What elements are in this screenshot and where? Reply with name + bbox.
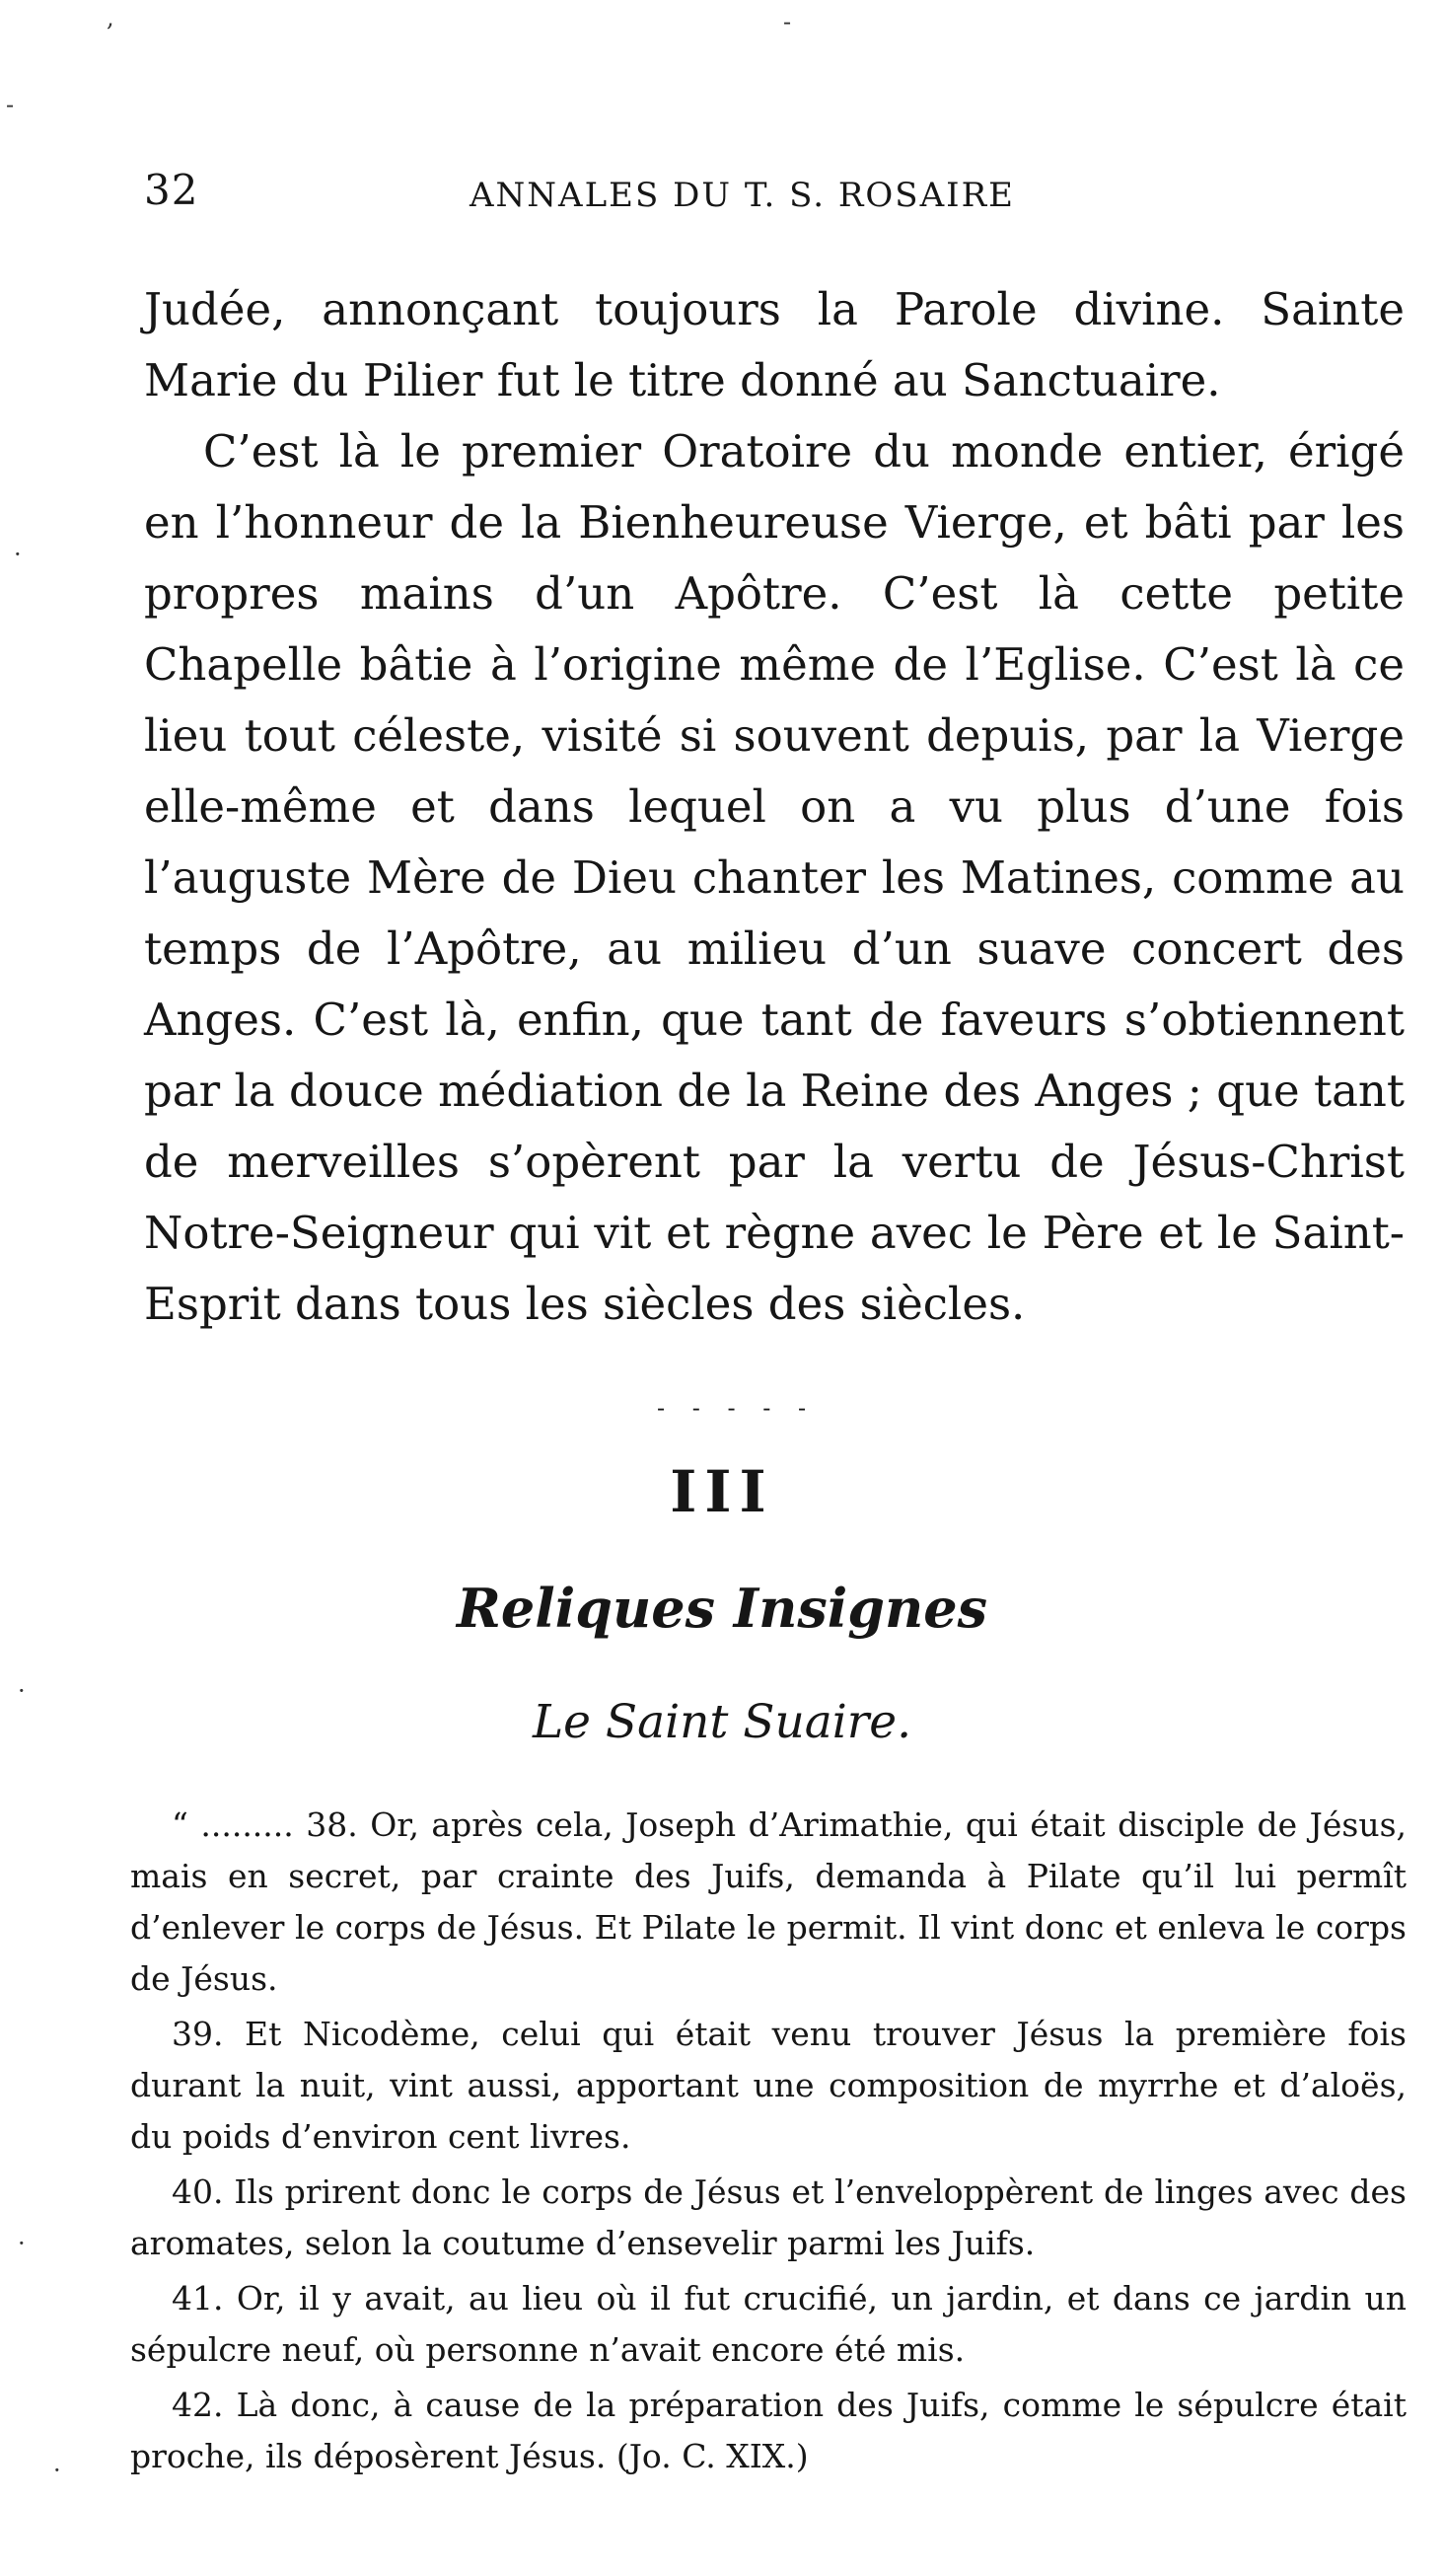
- paragraph: C’est là le premier Oratoire du monde entier, érigé en l’honneur de la Bienheureuse Vierge, et bâti par les propres mains d’un Apôtre. C’est là cette petite Chapelle bâtie à l’origine même de l’Eglise. C’est là ce lieu tout céleste, visité si souvent depuis, par la Vierge elle-même et dans lequel on a vu plus d’une fois l’auguste Mère de Dieu chanter les Matines, comme au temps de l’Apôtre, au milieu d’un suave concert des Anges. C’est là, enfin, que tant de faveurs s’obtiennent par la douce médiation de la Reine des Anges ; que tant de merveilles s’opèrent par la vertu de Jésus-Christ Notre-Seigneur qui vit et règne avec le Père et le Saint-Esprit dans tous les siècles des siècles.: [144, 425, 1405, 1330]
- running-head: ANNALES DU T. S. ROSAIRE: [469, 176, 1015, 215]
- page-number: 32: [144, 166, 199, 214]
- quote-verse: “ ......... 38. Or, après cela, Joseph d’Arimathie, qui était disciple de Jésus, mais en secret, par crainte des Juifs, demanda à Pilate qu’il lui permît d’enlever le corps de Jésus. Et Pilate le permit. Il vint donc et enleva le corps de Jésus.: [130, 1805, 1407, 1998]
- margin-mark: ·: [18, 2230, 26, 2257]
- main-text: [144, 274, 1405, 1340]
- paragraph: Judée, annonçant toujours la Parole divine. Sainte Marie du Pilier fut le titre donné au Sanctuaire.: [144, 283, 1405, 406]
- section-title: Reliques Insignes: [456, 1577, 988, 1640]
- section-subtitle: Le Saint Suaire.: [532, 1695, 912, 1749]
- scripture-quote: [130, 1800, 1407, 2486]
- quote-verse: 42. Là donc, à cause de la préparation des Juifs, comme le sépulcre était proche, ils déposèrent Jésus. (Jo. C. XIX.): [130, 2386, 1407, 2475]
- margin-mark: -: [6, 91, 15, 118]
- section-number: III: [670, 1458, 774, 1525]
- quote-verse: 41. Or, il y avait, au lieu où il fut crucifié, un jardin, et dans ce jardin un sépulcre neuf, où personne n’avait encore été mis.: [130, 2279, 1407, 2369]
- quote-verse: 40. Ils prirent donc le corps de Jésus et l’enveloppèrent de linges avec des aromates, selon la coutume d’ensevelir parmi les Juifs.: [130, 2172, 1407, 2262]
- page-header: [144, 156, 1407, 225]
- margin-mark: ·: [53, 2457, 61, 2484]
- margin-mark: -: [783, 8, 792, 36]
- margin-mark: ·: [14, 541, 22, 568]
- section-divider-ornament: - - - - -: [657, 1394, 817, 1422]
- margin-mark: ,: [107, 4, 114, 32]
- quote-verse: 39. Et Nicodème, celui qui était venu trouver Jésus la première fois durant la nuit, vint aussi, apportant une composition de myrrhe et d’aloës, du poids d’environ cent livres.: [130, 2015, 1407, 2156]
- margin-mark: ·: [18, 1677, 26, 1705]
